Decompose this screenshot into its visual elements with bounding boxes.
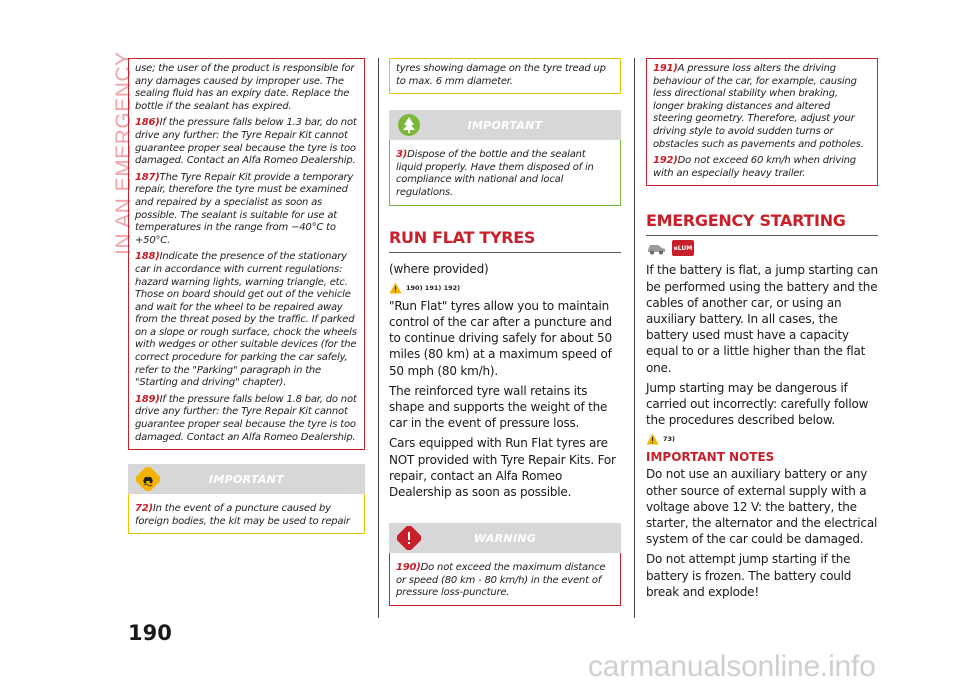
warning-triangle-icon	[646, 433, 659, 445]
body-paragraph: "Run Flat" tyres allow you to maintain control of the car after a puncture and to continue driving safely for about 50 miles (80 km) at a maximum speed of 50 mph (80 km/h).	[389, 298, 612, 378]
note-paragraph: 190)Do not exceed the maximum distance or speed (80 km - 80 km/h) in the event of pressure loss-puncture.	[396, 562, 606, 599]
column-divider	[378, 58, 379, 618]
important-continued-box	[389, 58, 621, 94]
note-paragraph: 192)Do not exceed 60 km/h when driving with an especially heavy trailer.	[653, 155, 856, 179]
body-paragraph: Jump starting may be dangerous if carried out incorrectly: carefully follow the procedures described below.	[646, 380, 869, 428]
body-paragraph: Cars equipped with Run Flat tyres are NOT provided with Tyre Repair Kits. For repair, contact an Alfa Romeo Dealership as soon as possible.	[389, 436, 616, 499]
note-paragraph: 189)If the pressure falls below 1.8 bar, do not drive any further: the Tyre Repair Kit cannot guarantee proper seal because the tyre is too damaged. Contact an Alfa Romeo Dealership.	[135, 393, 357, 443]
important-banner-label: IMPORTANT	[208, 472, 284, 486]
warning-triangle-icon	[389, 282, 402, 294]
body-paragraph: If the battery is flat, a jump starting can be performed using the battery and the cables of another car, or using an auxiliary battery. In all cases, the battery used must have a capacity equal to or a little higher than the flat one.	[646, 263, 878, 375]
warning-notes-box	[646, 58, 878, 186]
warning-banner-label: WARNING	[473, 531, 537, 545]
elum-badge-icon: eLUM	[672, 240, 694, 256]
page-number: 190	[128, 621, 172, 645]
watermark: carmanualsonline.info	[588, 650, 876, 683]
column-middle	[389, 58, 621, 606]
body-paragraph: (where provided)	[389, 261, 489, 276]
subsection-heading: IMPORTANT NOTES	[646, 450, 775, 465]
section-heading: EMERGENCY STARTING	[646, 211, 878, 236]
warning-box	[389, 553, 621, 606]
warning-notes-box	[128, 58, 365, 450]
warning-references	[389, 281, 621, 295]
environment-box	[389, 140, 621, 205]
note-paragraph: tyres showing damage on the tyre tread up to max. 6 mm diameter.	[396, 63, 606, 87]
note-paragraph: 72)In the event of a puncture caused by foreign bodies, the kit may be used to repair	[135, 503, 350, 527]
warning-banner	[389, 523, 621, 553]
car-variant-icon	[646, 241, 666, 255]
note-paragraph: use; the user of the product is responsible for any damages caused by improper use. The sealing fluid has an expiry date. Replace the bottle if the sealant has expired.	[135, 63, 355, 112]
section-heading: RUN FLAT TYRES	[389, 228, 621, 253]
important-banner	[128, 464, 365, 494]
environment-banner	[389, 110, 621, 140]
note-paragraph: 3)Dispose of the bottle and the sealant liquid properly. Have them disposed of in compliance with national and local regulations.	[396, 149, 594, 198]
body-paragraph: The reinforced tyre wall retains its shape and supports the weight of the car in the event of pressure loss.	[389, 383, 608, 431]
note-paragraph: 188)Indicate the presence of the stationary car in accordance with current regulations: hazard warning lights, warning triangle, etc. Those on board should get out of the vehicle and wait for the wheel to be repaired away from the threat posed by the traffic. If parked on a slope or rough surface, chock the wheels with wedges or other suitable devices (for the correct procedure for parking the car safely, refer to the "Parking" paragraph in the "Starting and driving" chapter).	[135, 251, 357, 389]
note-paragraph: 186)If the pressure falls below 1.3 bar, do not drive any further: the Tyre Repair Kit cannot guarantee proper seal because the tyre is too damaged. Contact an Alfa Romeo Dealership.	[135, 117, 357, 167]
important-box	[128, 494, 365, 534]
body-paragraph: Do not use an auxiliary battery or any other source of external supply with a voltage above 12 V: the battery, the starter, the alternator and the electrical system of the car could be damaged.	[646, 467, 878, 547]
environment-banner-label: IMPORTANT	[467, 118, 543, 132]
column-divider	[634, 58, 635, 618]
environment-tree-icon	[397, 113, 421, 137]
reference-numbers: 190) 191) 192)	[406, 283, 461, 292]
note-paragraph: 187)The Tyre Repair Kit provide a temporary repair, therefore the tyre must be examined and repaired by a specialist as soon as possible. The sealant is suitable for use at temperatures in the range from −40°C to +50°C.	[135, 171, 354, 246]
warning-references	[646, 432, 878, 446]
body-paragraph: Do not attempt jump starting if the battery is frozen. The battery could break and explode!	[646, 552, 852, 599]
applicability-icons	[646, 240, 878, 256]
car-skid-warning-icon	[136, 467, 160, 491]
column-right	[646, 58, 878, 604]
note-paragraph: 191)A pressure loss alters the driving behaviour of the car, for example, causing less directional stability when braking, longer braking distances and altered steering geometry. Therefore, adjust your driving style to avoid sudden turns or obstacles such as pavements and potholes.	[653, 63, 864, 150]
reference-numbers: 73)	[663, 435, 676, 444]
section-tab	[78, 51, 135, 255]
column-left	[128, 58, 365, 534]
section-tab-label: IN AN EMERGENCY	[112, 51, 135, 255]
exclamation-warning-icon	[397, 526, 421, 550]
